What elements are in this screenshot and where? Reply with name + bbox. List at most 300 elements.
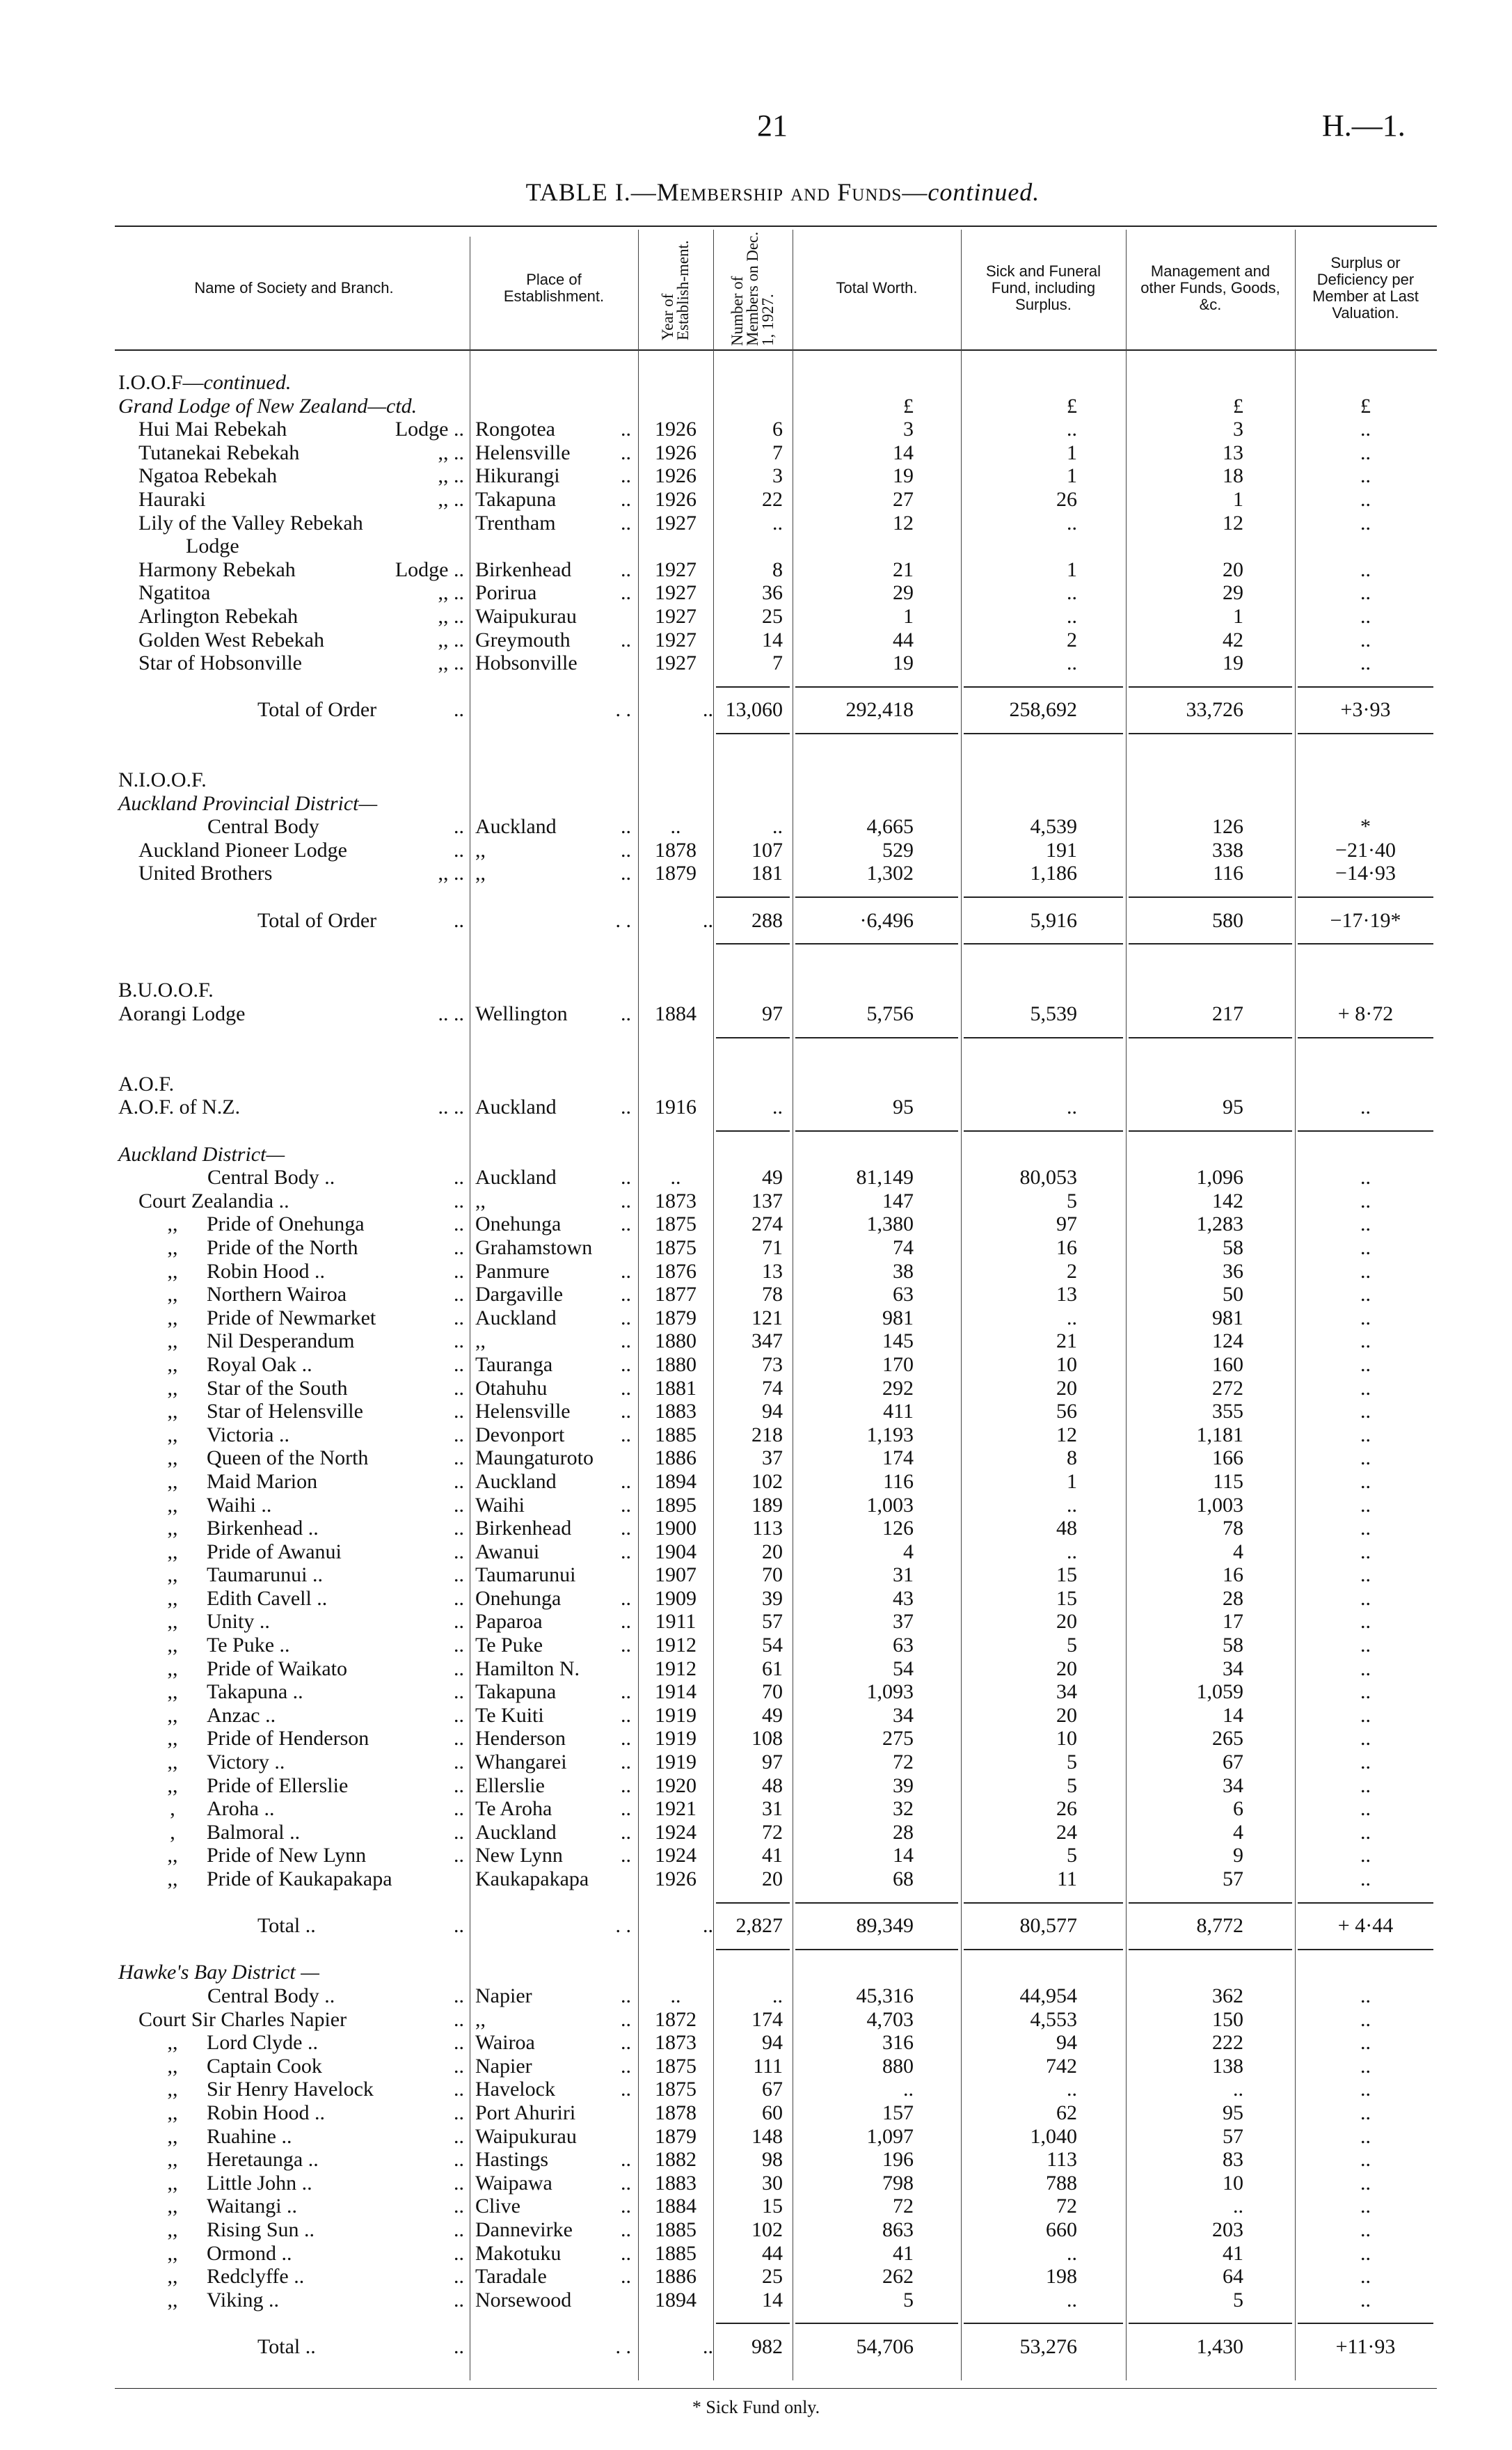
- year-cell: [638, 1049, 713, 1073]
- members-cell: 15: [762, 2195, 783, 2218]
- year-cell: 1914: [655, 1680, 697, 1704]
- name-cell: [118, 1844, 470, 1867]
- spacer: [475, 885, 631, 909]
- place-cell: [470, 956, 638, 979]
- footnote: * Sick Fund only.: [692, 2397, 820, 2417]
- name-cell: [118, 1260, 470, 1283]
- management-funds-cell: 217: [1212, 1002, 1243, 1026]
- sick-fund-cell: 10: [1056, 1352, 1077, 1376]
- management-funds-cell: 166: [1212, 1446, 1243, 1470]
- surplus-cell: ..: [1360, 1096, 1371, 1119]
- name-cell: [118, 1540, 470, 1564]
- surplus-cell: ..: [1360, 1634, 1371, 1657]
- sick-fund-cell: 26: [1056, 1797, 1077, 1821]
- year-cell: 1904: [655, 1540, 697, 1563]
- total-worth-cell: 54,706: [856, 2334, 914, 2358]
- branch-name: Auckland Pioneer Lodge: [138, 838, 347, 862]
- members-cell: 49: [762, 1166, 783, 1190]
- table-title: [0, 177, 1512, 207]
- year-cell: 1882: [655, 2148, 697, 2172]
- year-cell: 1885: [655, 2218, 697, 2241]
- year-cell: 1886: [655, 1446, 697, 1470]
- total-worth-cell: 74: [893, 1235, 914, 1259]
- name-cell: [118, 956, 470, 979]
- sick-fund-cell: 11: [1057, 1867, 1077, 1890]
- surplus-cell: ..: [1360, 2241, 1371, 2265]
- year-cell: ..: [703, 1914, 713, 1938]
- place-name: Takapuna: [475, 487, 557, 511]
- spacer: [568, 1002, 621, 1026]
- leader-dots: ..: [621, 1306, 631, 1329]
- table-row: [118, 2289, 1436, 2312]
- total-row: [118, 698, 1436, 722]
- spacer: [475, 1143, 631, 1167]
- table-row: [118, 558, 1436, 582]
- table-row: [118, 1260, 1436, 1283]
- leader-dots: ..: [621, 441, 631, 464]
- branch-name: Queen of the North: [207, 1446, 369, 1470]
- leader-dots: . .: [615, 1914, 631, 1938]
- total-worth-cell: [793, 885, 961, 909]
- sick-fund-cell: 660: [1046, 2218, 1077, 2241]
- total-worth-cell: 880: [882, 2054, 914, 2078]
- members-cell: 30: [762, 2171, 783, 2195]
- place-name: Helensville: [475, 1400, 571, 1423]
- branch-name: Pride of Kaukapakapa: [207, 1867, 392, 1890]
- place-cell: [470, 1353, 638, 1377]
- leader-dots: ..: [621, 1586, 631, 1610]
- total-worth-cell: 39: [893, 1773, 914, 1797]
- sick-fund-cell: [961, 1961, 1126, 1984]
- leader-dots: ..: [454, 1844, 464, 1867]
- spacer: [347, 839, 454, 862]
- spacer: [118, 2311, 470, 2335]
- name-cell: [118, 2218, 470, 2242]
- surplus-cell: ..: [1360, 1563, 1371, 1587]
- management-funds-cell: 36: [1223, 1259, 1243, 1283]
- table-row: [118, 1329, 1436, 1353]
- surplus-cell: [1295, 885, 1436, 909]
- total-worth-cell: 157: [882, 2101, 914, 2124]
- spacer: [525, 1494, 621, 1517]
- place-cell: [470, 1494, 638, 1517]
- year-cell: 1879: [655, 1306, 697, 1329]
- spacer: [550, 1260, 621, 1283]
- table-row: [118, 1821, 1436, 1844]
- members-cell: 25: [762, 2265, 783, 2289]
- total-worth-cell: 32: [893, 1797, 914, 1821]
- surplus-cell: ..: [1360, 2101, 1371, 2124]
- year-cell: 1927: [655, 511, 697, 535]
- surplus-cell: ..: [1360, 651, 1371, 675]
- name-cell: [118, 488, 470, 512]
- branch-name: A.O.F.: [118, 1072, 175, 1096]
- branch-name: Hawke's Bay District —: [118, 1961, 319, 1984]
- place-name: Onehunga: [475, 1212, 562, 1236]
- place-name: Havelock: [475, 2078, 555, 2101]
- name-cell: [118, 792, 470, 816]
- place-cell: [470, 2311, 638, 2335]
- leader-dots: ..: [621, 1469, 631, 1493]
- leader-dots: ..: [454, 1166, 464, 1190]
- place-name: Wellington: [475, 1002, 568, 1026]
- sick-fund-cell: [961, 1026, 1126, 1050]
- leader-dots: ..: [621, 1283, 631, 1306]
- total-worth-cell: 262: [882, 2265, 914, 2289]
- table-row: [118, 2148, 1436, 2172]
- management-funds-cell: 83: [1223, 2148, 1243, 2172]
- leader-dots: ..: [454, 1703, 464, 1727]
- members-cell: 60: [762, 2101, 783, 2124]
- leader-dots: ..: [621, 1680, 631, 1704]
- surplus-cell: ..: [1360, 1797, 1371, 1821]
- branch-name: Pride of Henderson: [207, 1727, 369, 1750]
- members-cell: [713, 1119, 793, 1143]
- surplus-cell: ..: [1360, 1329, 1371, 1353]
- total-worth-cell: 292,418: [845, 698, 914, 722]
- place-cell: [470, 1096, 638, 1119]
- ditto-mark: ,,: [167, 1446, 178, 1470]
- surplus-cell: ..: [1360, 1166, 1371, 1190]
- leader-dots: ..: [621, 1002, 631, 1026]
- place-cell: [470, 441, 638, 465]
- sick-fund-cell: 80,053: [1019, 1166, 1077, 1190]
- name-cell: [118, 1212, 470, 1236]
- name-cell: [118, 1610, 470, 1634]
- spacer: [368, 1446, 454, 1470]
- members-cell: 14: [762, 628, 783, 651]
- management-funds-cell: 1,181: [1196, 1423, 1243, 1446]
- place-name: Helensville: [475, 441, 571, 464]
- spacer: [475, 722, 631, 745]
- leader-dots: ..: [621, 487, 631, 511]
- spacer: [358, 1236, 454, 1260]
- ditto-mark: ,,: [167, 1306, 178, 1329]
- spacer: [317, 1470, 454, 1494]
- total-row: [118, 909, 1436, 933]
- management-funds-cell: 580: [1212, 908, 1243, 932]
- spacer: [118, 932, 470, 956]
- total-worth-cell: 19: [893, 651, 914, 675]
- place-cell: [470, 1680, 638, 1704]
- management-funds-cell: £: [1233, 394, 1243, 418]
- sick-fund-cell: ..: [1067, 418, 1077, 441]
- sick-fund-cell: 56: [1056, 1400, 1077, 1423]
- header-name-label: Name of Society and Branch.: [194, 279, 394, 297]
- district-heading: [118, 1143, 1436, 1167]
- spacer: [319, 815, 454, 839]
- total-worth-cell: [793, 1049, 961, 1073]
- members-cell: [713, 1938, 793, 1961]
- table-row: [118, 581, 1436, 605]
- total-worth-cell: [793, 1938, 961, 1961]
- branch-name: Pride of New Lynn: [207, 1844, 367, 1867]
- table-row: [118, 1400, 1436, 1423]
- leader-dots: ..: [454, 2124, 464, 2148]
- ditto-mark: ,,: [167, 2148, 178, 2172]
- leader-dots: ..: [454, 2195, 464, 2218]
- place-cell: [470, 1166, 638, 1190]
- total-worth-cell: [793, 371, 961, 395]
- table-row: [118, 2031, 1436, 2055]
- management-funds-cell: [1126, 1119, 1295, 1143]
- place-name: Waipukurau: [475, 2124, 577, 2148]
- spacer: [557, 1306, 621, 1330]
- ditto-mark: ,,: [167, 1400, 178, 1423]
- total-worth-cell: 63: [893, 1634, 914, 1657]
- ditto-mark: ,,: [167, 1540, 178, 1563]
- year-cell: [638, 722, 713, 745]
- surplus-cell: ..: [1360, 604, 1371, 628]
- branch-name: Arlington Rebekah: [138, 604, 299, 628]
- place-cell: [470, 558, 638, 582]
- place-name: ,,: [475, 2007, 486, 2031]
- management-funds-cell: 1,059: [1196, 1680, 1243, 1704]
- spacer: [118, 885, 470, 909]
- spacer: [520, 2195, 621, 2218]
- place-cell: [470, 862, 638, 885]
- spacer: [277, 464, 438, 488]
- spacer: [118, 1891, 470, 1915]
- ditto-mark: ,,: [167, 2241, 178, 2265]
- members-cell: [713, 979, 793, 1002]
- year-cell: 1926: [655, 441, 697, 464]
- management-funds-cell: 124: [1212, 1329, 1243, 1353]
- place-name: Hamilton N.: [475, 1657, 580, 1680]
- branch-name: Robin Hood ..: [207, 2101, 326, 2124]
- year-cell: 1900: [655, 1517, 697, 1540]
- spacer: [376, 909, 454, 933]
- place-cell: [470, 1610, 638, 1634]
- leader-dots: ..: [454, 1259, 464, 1283]
- management-funds-cell: ..: [1233, 2195, 1243, 2218]
- management-funds-cell: 981: [1212, 1306, 1243, 1329]
- sick-fund-cell: [961, 535, 1126, 558]
- year-cell: 1926: [655, 464, 697, 488]
- name-cell: [118, 629, 470, 652]
- place-cell: [470, 839, 638, 862]
- total-worth-cell: [793, 722, 961, 745]
- management-funds-cell: [1126, 956, 1295, 979]
- total-worth-cell: £: [903, 394, 914, 418]
- sick-fund-cell: ..: [1067, 2078, 1077, 2101]
- year-cell: ..: [670, 815, 681, 839]
- place-cell: [470, 2078, 638, 2101]
- spacer: [557, 1470, 621, 1494]
- year-cell: 1919: [655, 1750, 697, 1774]
- total-worth-cell: 4,703: [866, 2007, 914, 2031]
- members-cell: 2,827: [735, 1914, 783, 1938]
- header-place-label: Place of Establishment.: [503, 271, 605, 305]
- year-cell: 1872: [655, 2007, 697, 2031]
- table-row: [118, 1727, 1436, 1750]
- leader-dots: ..: [621, 1703, 631, 1727]
- year-cell: 1878: [655, 838, 697, 862]
- year-cell: ..: [703, 908, 713, 932]
- surplus-cell: −14·93: [1335, 862, 1396, 885]
- spacer: [563, 1844, 621, 1867]
- management-funds-cell: 20: [1223, 558, 1243, 581]
- name-cell: [118, 2055, 470, 2078]
- members-cell: 6: [772, 418, 783, 441]
- year-cell: 1927: [655, 604, 697, 628]
- branch-name: Pride of Awanui: [207, 1540, 342, 1563]
- leader-dots: ..: [454, 1563, 464, 1587]
- leader-dots: ,, ..: [438, 441, 464, 464]
- spacer: [543, 1610, 621, 1634]
- spacer: [575, 2101, 631, 2125]
- management-funds-cell: [1126, 1073, 1295, 1096]
- spacer: [577, 2125, 631, 2149]
- members-cell: 14: [762, 2288, 783, 2311]
- spacer: [316, 2335, 454, 2359]
- total-worth-cell: 1,003: [866, 1493, 914, 1517]
- spacer: [539, 1540, 621, 1564]
- leader-dots: Lodge ..: [395, 418, 464, 441]
- members-cell: 94: [762, 2031, 783, 2055]
- surplus-cell: ..: [1360, 1610, 1371, 1634]
- surplus-cell: ..: [1360, 511, 1371, 535]
- management-funds-cell: [1126, 371, 1295, 395]
- spacer: [486, 1190, 621, 1213]
- total-worth-cell: 63: [893, 1283, 914, 1306]
- surplus-cell: ..: [1360, 1493, 1371, 1517]
- management-funds-cell: [1126, 1938, 1295, 1961]
- ditto-mark: ,,: [167, 1844, 178, 1867]
- name-cell: [118, 2008, 470, 2032]
- surplus-cell: ..: [1360, 1423, 1371, 1446]
- table-row: [118, 512, 1436, 535]
- spacer: [335, 1984, 454, 2008]
- leader-dots: ..: [621, 628, 631, 651]
- place-name: Napier: [475, 1984, 532, 2007]
- header-management: [1126, 227, 1295, 349]
- spacer: [347, 1657, 454, 1681]
- table-row: [118, 839, 1436, 862]
- place-name: Paparoa: [475, 1610, 543, 1634]
- year-cell: [638, 535, 713, 558]
- name-cell: [118, 2289, 470, 2312]
- members-cell: 78: [762, 1283, 783, 1306]
- table-row: [118, 1867, 1436, 1891]
- year-cell: [638, 885, 713, 909]
- members-cell: [713, 1073, 793, 1096]
- total-worth-cell: 81,149: [856, 1166, 914, 1190]
- name-cell: [118, 2335, 470, 2359]
- sick-fund-cell: ..: [1067, 1306, 1077, 1329]
- management-funds-cell: 95: [1223, 1096, 1243, 1119]
- management-funds-cell: 50: [1223, 1283, 1243, 1306]
- spacer: [318, 2031, 454, 2055]
- table-row: [118, 1704, 1436, 1728]
- leader-dots: ..: [454, 698, 464, 722]
- year-cell: [638, 768, 713, 792]
- ditto-mark: ,,: [167, 1259, 178, 1283]
- leader-dots: Lodge ..: [395, 558, 464, 581]
- table-row: [118, 1446, 1436, 1470]
- place-cell: [470, 745, 638, 769]
- sick-fund-cell: ..: [1067, 2241, 1077, 2265]
- header-sick-fund: [961, 227, 1126, 349]
- total-worth-cell: [793, 792, 961, 816]
- total-worth-cell: 4,665: [866, 815, 914, 839]
- branch-name: B.U.O.O.F.: [118, 979, 214, 1002]
- sick-fund-cell: 191: [1046, 838, 1077, 862]
- place-cell: [470, 1727, 638, 1750]
- members-cell: 189: [751, 1493, 783, 1517]
- year-cell: 1880: [655, 1352, 697, 1376]
- total-worth-cell: [793, 1891, 961, 1915]
- management-funds-cell: 265: [1212, 1727, 1243, 1750]
- spacer: [325, 1260, 454, 1283]
- leader-dots: ..: [454, 2218, 464, 2241]
- table-row: [118, 2101, 1436, 2125]
- management-funds-cell: 115: [1213, 1469, 1243, 1493]
- table-row: [118, 1540, 1436, 1564]
- members-cell: ..: [772, 1984, 783, 2007]
- place-cell: [470, 2101, 638, 2125]
- sick-fund-cell: 5: [1067, 1634, 1077, 1657]
- spacer: [206, 488, 438, 512]
- sick-fund-cell: [961, 932, 1126, 956]
- spacer: [475, 371, 631, 395]
- sick-fund-cell: [961, 792, 1126, 816]
- members-cell: 70: [762, 1563, 783, 1587]
- year-cell: 1927: [655, 558, 697, 581]
- sick-fund-cell: [961, 2311, 1126, 2335]
- place-cell: [470, 1283, 638, 1306]
- management-funds-cell: 4: [1233, 1540, 1243, 1563]
- management-funds-cell: [1126, 885, 1295, 909]
- place-name: Port Ahuriri: [475, 2101, 576, 2124]
- surplus-cell: [1295, 535, 1436, 558]
- total-worth-cell: 89,349: [856, 1914, 914, 1938]
- spacer: [475, 932, 631, 956]
- name-cell: [118, 722, 470, 745]
- name-cell: [118, 1517, 470, 1540]
- total-worth-cell: 411: [883, 1400, 914, 1423]
- table-row: [118, 815, 1436, 839]
- members-cell: ..: [772, 815, 783, 839]
- total-worth-cell: 3: [903, 418, 914, 441]
- place-name: Hikurangi: [475, 464, 560, 488]
- ditto-mark: ,,: [167, 1469, 178, 1493]
- year-cell: 1875: [655, 2078, 697, 2101]
- leader-dots: . .: [615, 908, 631, 932]
- members-cell: 3: [772, 464, 783, 488]
- total-worth-cell: 12: [893, 511, 914, 535]
- table-row: [118, 488, 1436, 512]
- surplus-cell: ..: [1360, 1703, 1371, 1727]
- spacer: [300, 1821, 454, 1844]
- spacer: [319, 1961, 470, 1984]
- leader-dots: ..: [621, 1400, 631, 1423]
- branch-name: Star of Hobsonville: [138, 651, 302, 675]
- leader-dots: ..: [454, 1750, 464, 1774]
- sick-fund-cell: ..: [1067, 1493, 1077, 1517]
- name-cell: [118, 418, 470, 441]
- sick-fund-cell: 2: [1067, 1259, 1077, 1283]
- leader-dots: ..: [621, 1750, 631, 1774]
- ditto-mark: ,,: [167, 1493, 178, 1517]
- sick-fund-cell: [961, 956, 1126, 979]
- ditto-mark: ,,: [167, 2195, 178, 2218]
- year-cell: 1919: [655, 1727, 697, 1750]
- name-cell: [118, 581, 470, 605]
- members-cell: [713, 1049, 793, 1073]
- management-funds-cell: 6: [1233, 1797, 1243, 1821]
- branch-name: Grand Lodge of New Zealand—ctd.: [118, 394, 417, 418]
